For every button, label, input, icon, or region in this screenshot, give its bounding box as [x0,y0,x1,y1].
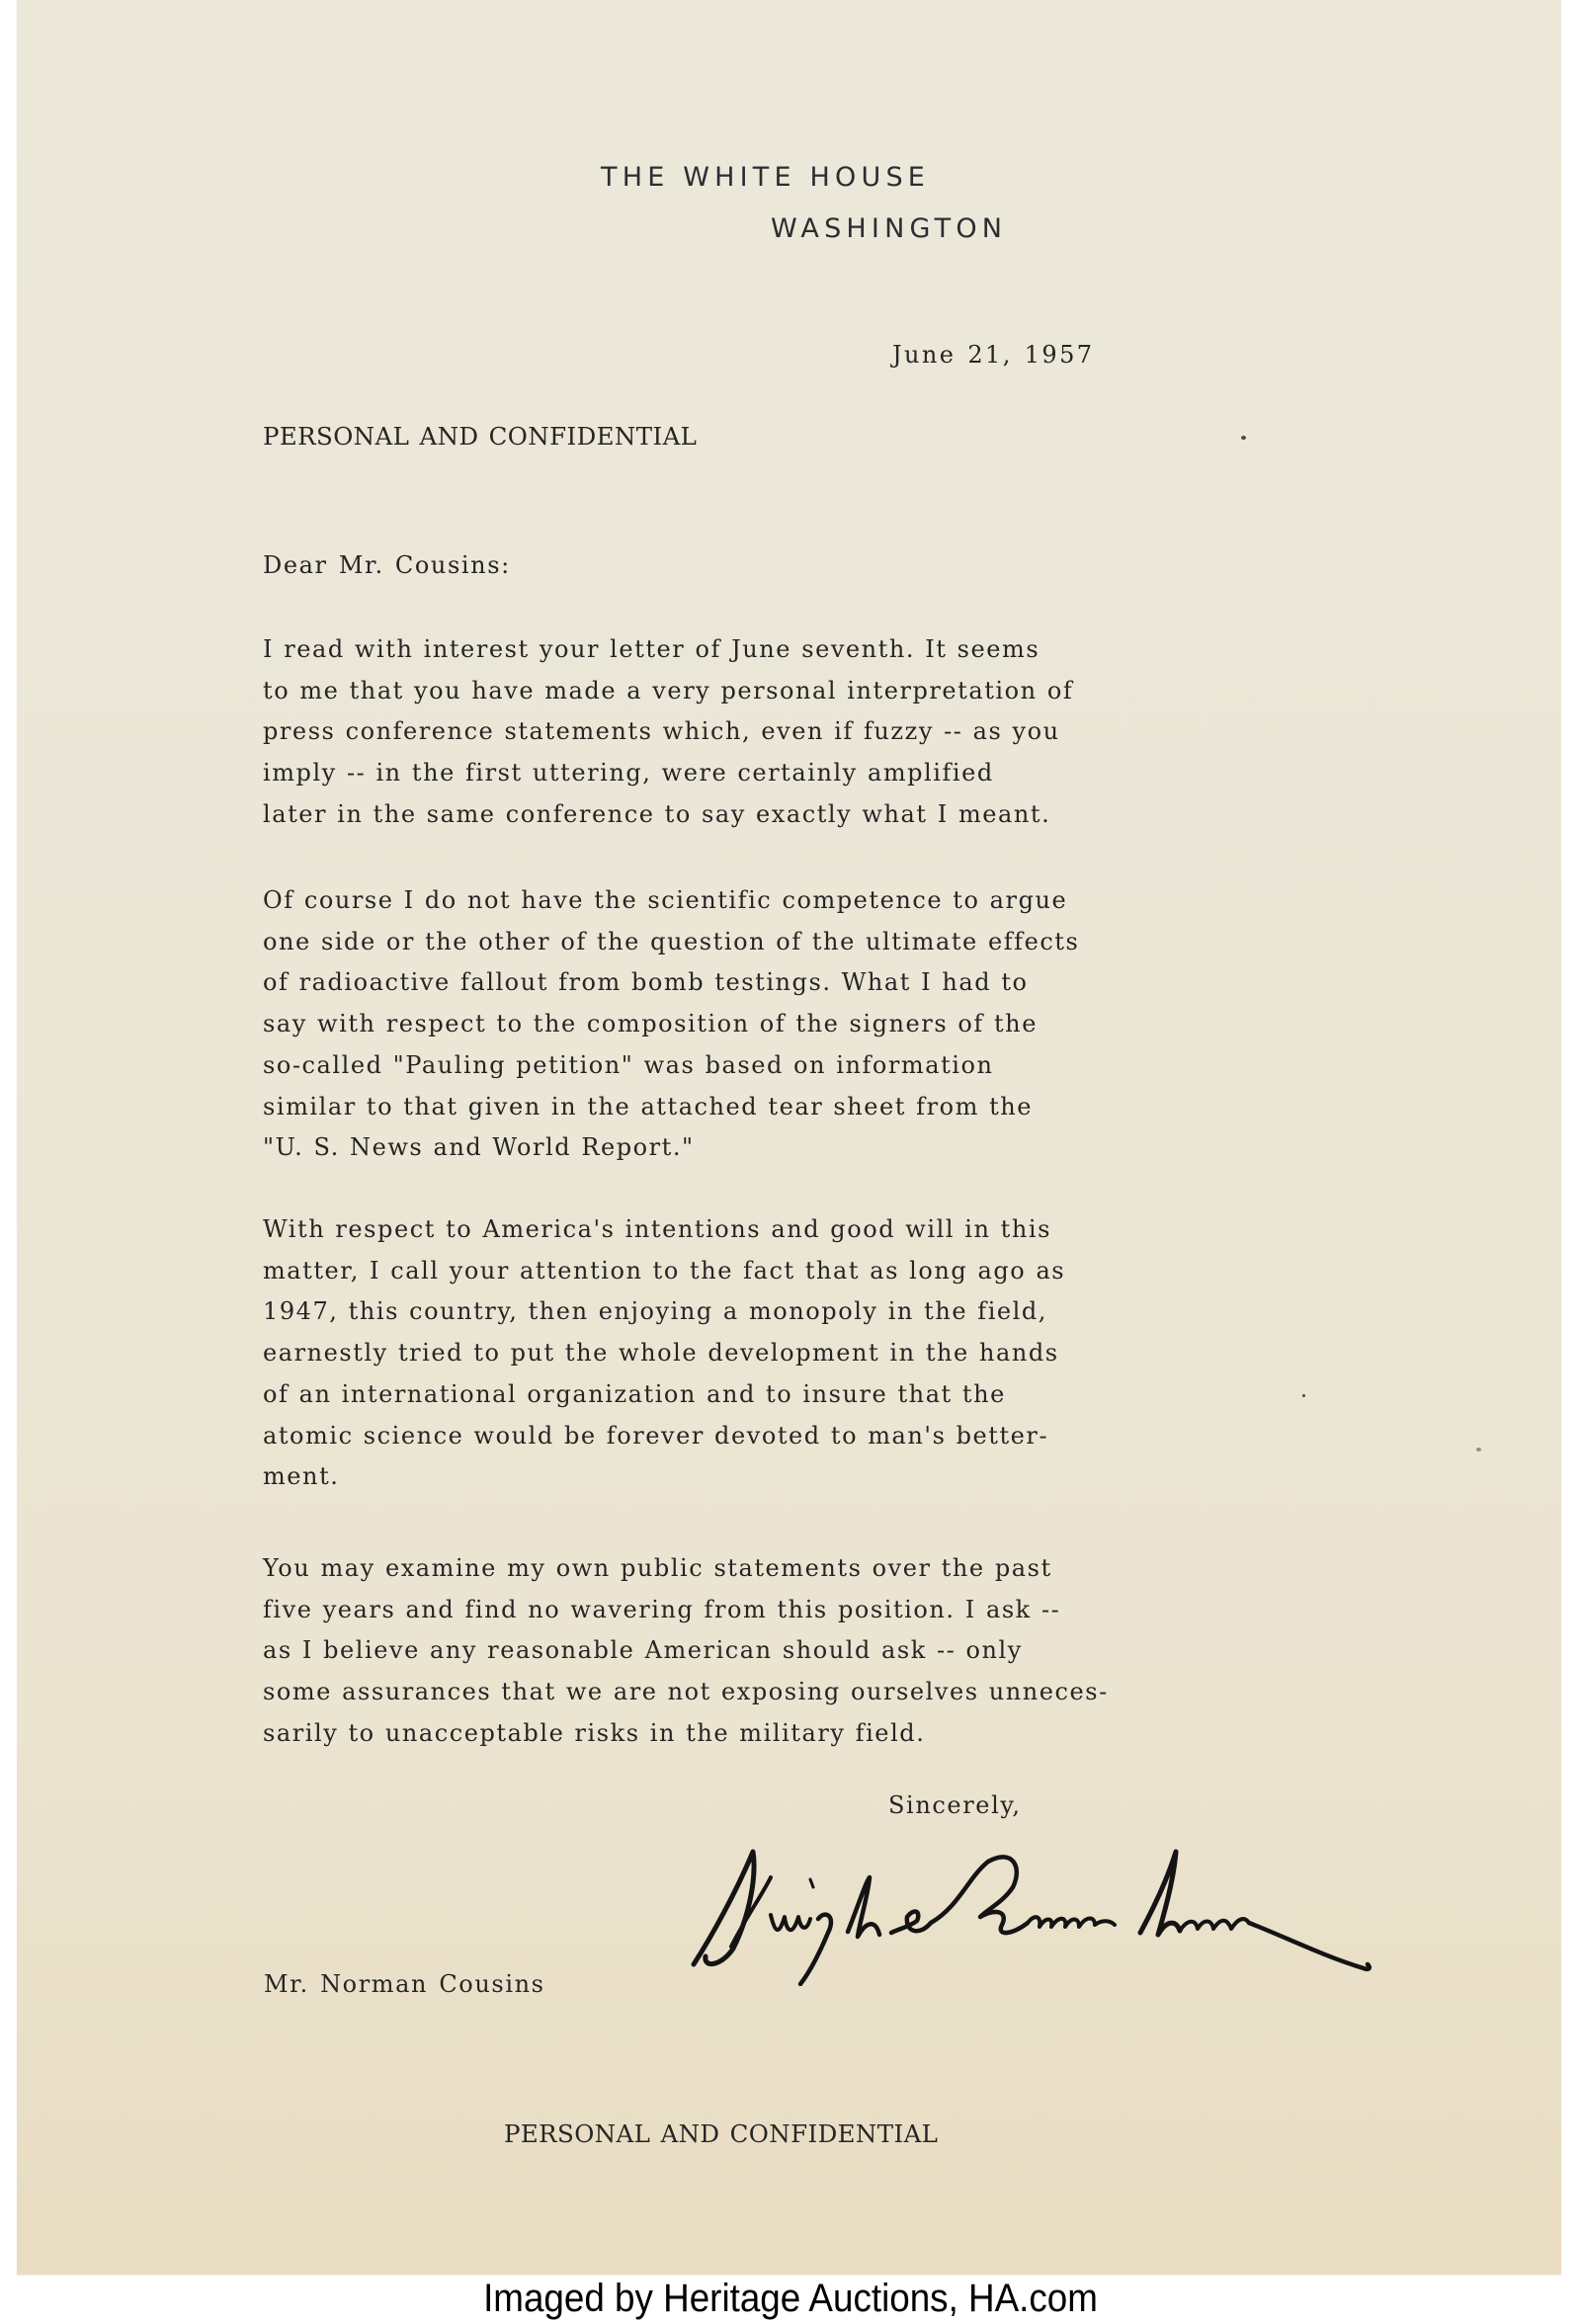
body-line: to me that you have made a very personal interpretation of [263,676,1074,705]
letterhead-title: THE WHITE HOUSE [601,162,931,193]
body-line: sarily to unacceptable risks in the military field. [263,1718,926,1747]
signature-stroke [1140,1852,1180,1935]
salutation: Dear Mr. Cousins: [263,551,511,579]
signature-stroke [1249,1923,1370,1969]
signature-stroke [800,1915,831,1984]
signature-stroke [891,1911,931,1933]
body-line: You may examine my own public statements over the past [263,1554,1052,1582]
body-line: With respect to America's intentions and good will in this [263,1215,1051,1243]
classification-bottom: PERSONAL AND CONFIDENTIAL [504,2119,939,2148]
body-line: ment. [263,1462,340,1491]
body-line: earnestly tried to put the whole development in the hands [263,1339,1059,1368]
letterhead-city: WASHINGTON [771,213,1008,244]
recipient-name: Mr. Norman Cousins [264,1970,545,1998]
letter-date: June 21, 1957 [892,341,1095,369]
body-line: five years and find no wavering from this position. I ask -- [263,1595,1061,1623]
body-line: imply -- in the first uttering, were certainly amplified [263,759,994,788]
signature-stroke [810,1879,813,1887]
body-line: I read with interest your letter of June seventh. It seems [263,635,1040,663]
signature-stroke [771,1915,810,1930]
image-credit-caption: Imaged by Heritage Auctions, HA.com [483,2277,1098,2320]
body-line: 1947, this country, then enjoying a monopoly in the field, [263,1297,1047,1326]
closing: Sincerely, [888,1791,1022,1819]
body-line: say with respect to the composition of the signers of the [263,1010,1038,1038]
body-line: of radioactive fallout from bomb testings. What I had to [263,968,1029,997]
body-line: some assurances that we are not exposing ourselves unneces- [263,1678,1109,1706]
body-line: as I believe any reasonable American should ask -- only [263,1636,1023,1665]
signature-stroke [694,1852,754,1964]
body-line: "U. S. News and World Report." [263,1133,695,1162]
signature-stroke [848,1877,879,1937]
body-line: atomic science would be forever devoted to man's better- [263,1421,1049,1450]
body-line: similar to that given in the attached tear sheet from the [263,1092,1034,1120]
signature [672,1838,1462,1986]
body-line: so-called "Pauling petition" was based on information [263,1050,994,1079]
signature-stroke [1028,1917,1115,1927]
body-line: of an international organization and to insure that the [263,1379,1006,1408]
paper-speck [1476,1448,1481,1452]
classification-top: PERSONAL AND CONFIDENTIAL [263,422,698,451]
paper-speck [1241,436,1246,440]
body-line: press conference statements which, even if fuzzy -- as you [263,717,1060,746]
paper-speck [1302,1394,1305,1397]
body-line: Of course I do not have the scientific competence to argue [263,886,1068,914]
signature-stroke [1180,1919,1249,1931]
body-line: one side or the other of the question of the ultimate effects [263,927,1080,955]
body-line: matter, I call your attention to the fact that as long ago as [263,1256,1066,1285]
signature-stroke [931,1857,1028,1933]
body-line: later in the same conference to say exactly what I meant. [263,799,1051,828]
